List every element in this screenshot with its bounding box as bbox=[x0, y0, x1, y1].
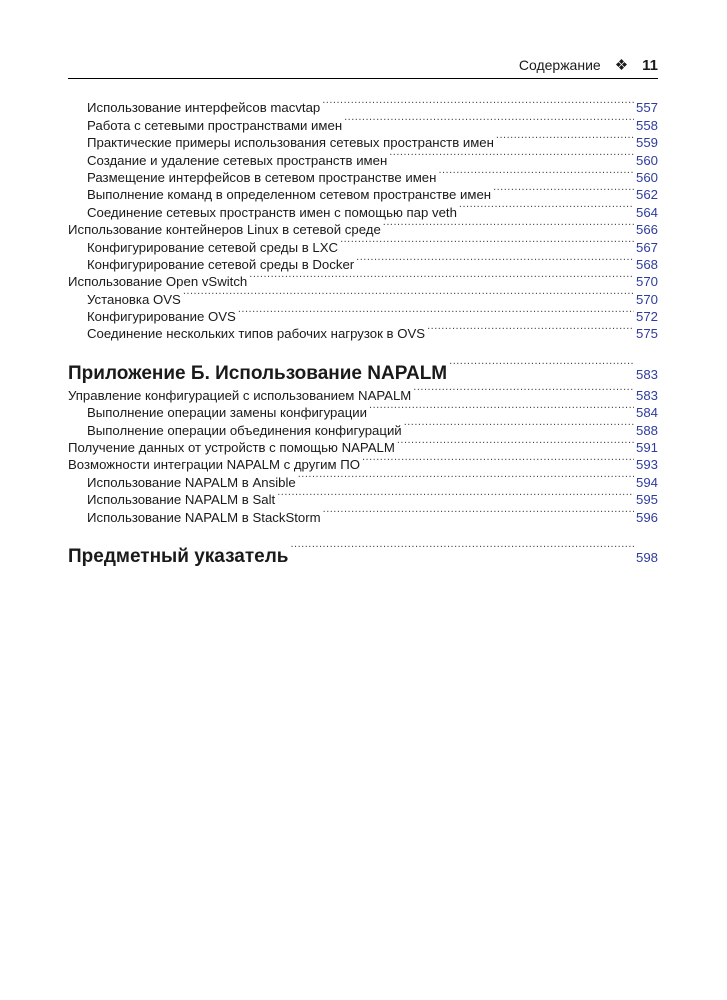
toc-chapter-napalm[interactable] bbox=[68, 353, 658, 385]
dot-leader bbox=[413, 382, 634, 399]
dot-leader bbox=[389, 147, 634, 164]
toc-entry-page-number[interactable]: 570 bbox=[635, 291, 658, 307]
toc-entry-label: Использование Open vSwitch bbox=[68, 274, 248, 290]
toc-entry-label: Использование контейнеров Linux в сетевой среде bbox=[68, 222, 381, 238]
header-page-number: 11 bbox=[642, 56, 658, 74]
dot-leader bbox=[493, 182, 634, 199]
toc-entry-label: Выполнение операции замены конфигурации bbox=[87, 405, 368, 421]
toc-entry-page-number[interactable]: 559 bbox=[635, 135, 658, 151]
toc-section-1 bbox=[68, 95, 658, 342]
dot-leader bbox=[404, 417, 634, 434]
dot-leader bbox=[438, 165, 634, 182]
toc-entry-label: Установка OVS bbox=[87, 291, 181, 307]
toc-entry-page-number[interactable]: 560 bbox=[635, 152, 658, 168]
toc-entry-label: Работа с сетевыми пространствами имен bbox=[87, 117, 343, 133]
dot-leader bbox=[356, 252, 634, 269]
dot-leader bbox=[496, 130, 634, 147]
toc-entry-page-number[interactable]: 596 bbox=[635, 509, 658, 525]
toc-entry-label: Соединение нескольких типов рабочих нагрузок в OVS bbox=[87, 326, 426, 342]
toc-entry-label: Конфигурирование сетевой среды в Docker bbox=[87, 256, 355, 272]
toc-entry-label: Практические примеры использования сетевых пространств имен bbox=[87, 135, 494, 151]
header-rule bbox=[68, 78, 658, 79]
dot-leader bbox=[322, 95, 634, 112]
toc-entry-page-number[interactable]: 558 bbox=[635, 117, 658, 133]
toc-entry-label: Конфигурирование сетевой среды в LXC bbox=[87, 239, 339, 255]
dot-leader bbox=[183, 286, 634, 303]
toc-entry-page-number[interactable]: 575 bbox=[635, 326, 658, 342]
dot-leader bbox=[340, 234, 634, 251]
toc-entry-page-number[interactable]: 593 bbox=[635, 457, 658, 473]
dot-leader bbox=[298, 469, 634, 486]
dot-leader bbox=[277, 487, 634, 504]
toc-entry-page-number[interactable]: 583 bbox=[635, 387, 658, 403]
dot-leader bbox=[344, 112, 634, 129]
toc-entry-label: Использование NAPALM в Ansible bbox=[87, 474, 296, 490]
chapter-page-number[interactable]: 598 bbox=[635, 549, 658, 565]
toc-entry-label: Возможности интеграции NAPALM с другим ПО bbox=[68, 457, 360, 473]
toc-entry[interactable] bbox=[68, 95, 658, 116]
toc-entry-label: Использование NAPALM в StackStorm bbox=[87, 509, 321, 525]
dot-leader bbox=[323, 504, 634, 521]
dot-leader bbox=[427, 321, 634, 338]
toc-entry-page-number[interactable]: 584 bbox=[635, 405, 658, 421]
toc-entry-page-number[interactable]: 594 bbox=[635, 474, 658, 490]
dot-leader bbox=[397, 435, 634, 452]
toc-entry-page-number[interactable]: 572 bbox=[635, 309, 658, 325]
chapter-title: Предметный указатель bbox=[68, 545, 289, 567]
toc-entry-page-number[interactable]: 588 bbox=[635, 422, 658, 438]
header-right bbox=[519, 56, 658, 74]
toc-entry-page-number[interactable]: 562 bbox=[635, 187, 658, 203]
toc-entry-page-number[interactable]: 557 bbox=[635, 100, 658, 116]
toc-entry-label: Управление конфигурацией с использованием NAPALM bbox=[68, 387, 412, 403]
toc-entry-page-number[interactable]: 567 bbox=[635, 239, 658, 255]
chapter-title: Приложение Б. Использование NAPALM bbox=[68, 363, 448, 385]
dot-leader bbox=[238, 304, 634, 321]
toc-entry-page-number[interactable]: 591 bbox=[635, 440, 658, 456]
toc-entry-label: Размещение интерфейсов в сетевом пространстве имен bbox=[87, 169, 437, 185]
dot-leader bbox=[362, 452, 634, 469]
toc-entry-label: Создание и удаление сетевых пространств имен bbox=[87, 152, 388, 168]
toc-entry-page-number[interactable]: 566 bbox=[635, 222, 658, 238]
dot-leader bbox=[249, 269, 634, 286]
toc-entry-label: Выполнение операции объединения конфигураций bbox=[87, 422, 402, 438]
toc-entry-page-number[interactable]: 570 bbox=[635, 274, 658, 290]
header-title: Содержание bbox=[518, 57, 601, 73]
toc-entry-page-number[interactable]: 595 bbox=[635, 492, 658, 508]
toc-entry-page-number[interactable]: 568 bbox=[635, 256, 658, 272]
toc-entry-label: Получение данных от устройств с помощью NAPALM bbox=[68, 440, 395, 456]
diamond-ornament-icon: ❖ bbox=[614, 57, 629, 74]
dot-leader bbox=[291, 536, 634, 562]
dot-leader bbox=[459, 199, 634, 216]
toc-entry-page-number[interactable]: 564 bbox=[635, 204, 658, 220]
dot-leader bbox=[369, 400, 634, 417]
toc-entry-page-number[interactable]: 560 bbox=[635, 169, 658, 185]
dot-leader bbox=[383, 217, 634, 234]
toc-entry-label: Использование NAPALM в Salt bbox=[87, 492, 276, 508]
chapter-page-number[interactable]: 583 bbox=[635, 367, 658, 383]
table-of-contents bbox=[68, 95, 658, 567]
toc-entry-label: Выполнение команд в определенном сетевом пространстве имен bbox=[87, 187, 492, 203]
toc-entry-label: Использование интерфейсов macvtap bbox=[87, 100, 321, 116]
toc-chapter-index[interactable] bbox=[68, 536, 658, 567]
toc-entry-label: Конфигурирование OVS bbox=[87, 309, 236, 325]
toc-entry-label: Соединение сетевых пространств имен с помощью пар veth bbox=[87, 204, 457, 220]
toc-section-2 bbox=[68, 382, 658, 525]
dot-leader bbox=[449, 353, 634, 379]
running-header bbox=[68, 56, 658, 78]
